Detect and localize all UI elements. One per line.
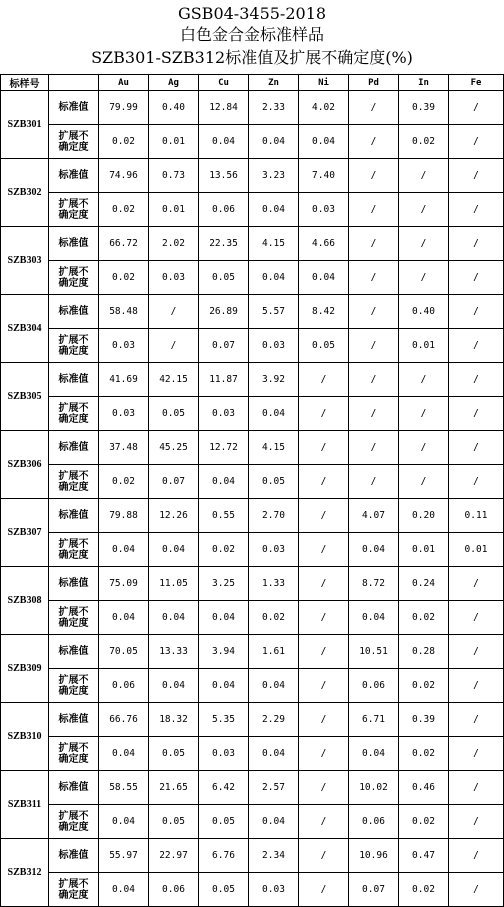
column-header-ni: Ni [299,75,349,91]
uncertainty-value-cell: 0.02 [99,193,149,227]
uncertainty-value-cell: / [299,465,349,499]
standard-value-cell: 4.02 [299,91,349,125]
uncertainty-value-cell: / [449,193,504,227]
uncertainty-label [49,329,99,363]
standard-value-cell: / [349,363,399,397]
table-row [1,295,504,329]
uncertainty-value-cell: 0.04 [99,601,149,635]
uncertainty-value-cell: / [449,125,504,159]
standard-value-cell: / [399,159,449,193]
uncertainty-value-cell: 0.06 [199,193,249,227]
uncertainty-value-cell: / [449,397,504,431]
sample-id: SZB305 [1,363,49,431]
standard-value-cell: 10.51 [349,635,399,669]
standard-value-cell: 22.35 [199,227,249,261]
standard-value-cell: / [349,295,399,329]
uncertainty-label-line1: 扩展不 [58,878,89,890]
column-header-cu: Cu [199,75,249,91]
standard-value-cell: / [349,227,399,261]
uncertainty-label [49,261,99,295]
standard-value-cell: / [399,227,449,261]
column-header-in: In [399,75,449,91]
standard-value-cell: / [299,771,349,805]
standard-code: GSB04-3455-2018 [177,4,327,23]
uncertainty-value-cell: / [349,329,399,363]
uncertainty-value-cell: / [299,601,349,635]
standard-value-cell: 75.09 [99,567,149,601]
uncertainty-value-cell: / [299,737,349,771]
table-row [1,261,504,295]
uncertainty-value-cell: 0.04 [199,601,249,635]
standard-value-cell: 42.15 [149,363,199,397]
uncertainty-label-line2: 确定度 [58,549,89,561]
standard-value-cell: 11.05 [149,567,199,601]
standard-value-cell: 11.87 [199,363,249,397]
uncertainty-value-cell: 0.06 [149,873,199,907]
standard-value-label: 标准值 [49,227,99,261]
standard-value-cell: 10.02 [349,771,399,805]
uncertainty-label-line1: 扩展不 [58,810,89,822]
standard-value-cell: 6.71 [349,703,399,737]
table-row [1,873,504,907]
uncertainty-value-cell: 0.05 [249,465,299,499]
uncertainty-value-cell: 0.04 [249,805,299,839]
uncertainty-value-cell: 0.04 [349,601,399,635]
table-row [1,125,504,159]
standard-value-label: 标准值 [49,295,99,329]
standard-value-cell: / [449,363,504,397]
uncertainty-label [49,601,99,635]
uncertainty-value-cell: 0.02 [399,669,449,703]
standard-value-cell: 0.28 [399,635,449,669]
uncertainty-value-cell: 0.04 [249,193,299,227]
standard-value-cell: / [449,91,504,125]
uncertainty-value-cell: 0.06 [349,669,399,703]
standard-value-cell: 0.46 [399,771,449,805]
sample-id: SZB303 [1,227,49,295]
table-row [1,329,504,363]
table-row [1,91,504,125]
table-row [1,635,504,669]
uncertainty-value-cell: 0.06 [99,669,149,703]
standard-value-cell: 2.29 [249,703,299,737]
column-header-zn: Zn [249,75,299,91]
uncertainty-value-cell: 0.04 [349,533,399,567]
standard-value-cell: 0.39 [399,91,449,125]
uncertainty-label-line2: 确定度 [58,821,89,833]
standard-value-cell: / [449,567,504,601]
standard-value-cell: 12.84 [199,91,249,125]
table-row [1,601,504,635]
standard-value-label: 标准值 [49,703,99,737]
uncertainty-value-cell: 0.03 [199,397,249,431]
sample-id: SZB302 [1,159,49,227]
column-header-pd: Pd [349,75,399,91]
header-row [1,75,504,91]
standard-value-cell: / [299,363,349,397]
standard-value-label: 标准值 [49,431,99,465]
uncertainty-value-cell: 0.02 [399,601,449,635]
uncertainty-value-cell: 0.04 [249,397,299,431]
uncertainty-value-cell: / [299,805,349,839]
standard-value-cell: 0.20 [399,499,449,533]
uncertainty-value-cell: 0.02 [399,737,449,771]
sample-id: SZB308 [1,567,49,635]
uncertainty-value-cell: 0.04 [99,533,149,567]
uncertainty-label-line1: 扩展不 [58,402,89,414]
standard-value-cell: 2.33 [249,91,299,125]
uncertainty-value-cell: 0.04 [299,125,349,159]
uncertainty-value-cell: 0.07 [149,465,199,499]
uncertainty-label-line1: 扩展不 [58,130,89,142]
standard-value-cell: 0.55 [199,499,249,533]
standard-value-cell: 8.72 [349,567,399,601]
sample-id: SZB310 [1,703,49,771]
standard-value-cell: 66.72 [99,227,149,261]
uncertainty-value-cell: 0.04 [99,737,149,771]
standard-value-cell: 18.32 [149,703,199,737]
standard-value-cell: / [149,295,199,329]
uncertainty-value-cell: 0.01 [149,125,199,159]
standard-value-cell: 13.56 [199,159,249,193]
standard-value-cell: / [449,771,504,805]
uncertainty-value-cell: / [299,669,349,703]
standard-value-cell: 1.33 [249,567,299,601]
uncertainty-label-line2: 确定度 [58,209,89,221]
standard-value-cell: 3.23 [249,159,299,193]
uncertainty-label-line2: 确定度 [58,413,89,425]
uncertainty-value-cell: 0.04 [249,125,299,159]
uncertainty-label-line1: 扩展不 [58,470,89,482]
uncertainty-label-line1: 扩展不 [58,606,89,618]
uncertainty-value-cell: / [349,125,399,159]
uncertainty-value-cell: 0.07 [199,329,249,363]
uncertainty-value-cell: / [299,397,349,431]
uncertainty-value-cell: 0.03 [249,873,299,907]
uncertainty-value-cell: 0.04 [199,669,249,703]
standard-value-cell: 58.55 [99,771,149,805]
uncertainty-value-cell: 0.02 [199,533,249,567]
uncertainty-label-line2: 确定度 [58,141,89,153]
standard-value-cell: / [299,567,349,601]
standard-value-cell: 79.99 [99,91,149,125]
standard-value-cell: 13.33 [149,635,199,669]
uncertainty-label [49,805,99,839]
standard-value-cell: 0.39 [399,703,449,737]
uncertainty-value-cell: / [449,465,504,499]
standard-value-cell: / [449,635,504,669]
standard-value-cell: 74.96 [99,159,149,193]
uncertainty-label-line2: 确定度 [58,753,89,765]
uncertainty-value-cell: / [149,329,199,363]
uncertainty-value-cell: 0.04 [199,125,249,159]
uncertainty-value-cell: 0.01 [149,193,199,227]
uncertainty-value-cell: 0.05 [199,261,249,295]
uncertainty-value-cell: 0.02 [99,261,149,295]
uncertainty-value-cell: / [399,465,449,499]
standard-value-cell: 4.07 [349,499,399,533]
document-header [0,0,504,74]
standard-value-cell: 3.25 [199,567,249,601]
uncertainty-value-cell: / [399,261,449,295]
standard-value-cell: / [299,499,349,533]
standard-value-cell: 5.35 [199,703,249,737]
table-row [1,227,504,261]
sample-id: SZB309 [1,635,49,703]
uncertainty-value-cell: 0.03 [99,397,149,431]
standard-value-cell: / [449,839,504,873]
standard-value-cell: 0.40 [399,295,449,329]
uncertainty-value-cell: 0.03 [149,261,199,295]
standard-value-label: 标准值 [49,635,99,669]
uncertainty-value-cell: 0.03 [249,533,299,567]
uncertainty-value-cell: 0.02 [99,465,149,499]
standard-values-table [0,74,504,907]
uncertainty-value-cell: 0.02 [399,125,449,159]
uncertainty-value-cell: / [399,397,449,431]
uncertainty-label [49,737,99,771]
table-row [1,669,504,703]
uncertainty-label [49,533,99,567]
table-header [1,75,504,91]
uncertainty-value-cell: / [349,261,399,295]
standard-value-cell: 22.97 [149,839,199,873]
uncertainty-value-cell: 0.05 [199,805,249,839]
uncertainty-value-cell: 0.03 [199,737,249,771]
uncertainty-value-cell: 0.03 [99,329,149,363]
standard-value-cell: 0.11 [449,499,504,533]
table-row [1,771,504,805]
uncertainty-value-cell: 0.04 [99,873,149,907]
standard-value-cell: 66.76 [99,703,149,737]
uncertainty-value-cell: / [349,193,399,227]
uncertainty-label-line1: 扩展不 [58,538,89,550]
standard-value-cell: 8.42 [299,295,349,329]
uncertainty-value-cell: 0.04 [99,805,149,839]
standard-value-cell: 7.40 [299,159,349,193]
sample-id: SZB312 [1,839,49,907]
standard-value-cell: / [449,227,504,261]
uncertainty-value-cell: / [449,737,504,771]
standard-value-cell: 21.65 [149,771,199,805]
standard-value-cell: 2.34 [249,839,299,873]
uncertainty-label-line1: 扩展不 [58,674,89,686]
standard-value-label: 标准值 [49,363,99,397]
uncertainty-value-cell: 0.04 [349,737,399,771]
standard-value-label: 标准值 [49,159,99,193]
uncertainty-value-cell: 0.03 [249,329,299,363]
standard-value-cell: / [449,295,504,329]
standard-value-cell: 12.72 [199,431,249,465]
standard-value-cell: / [349,431,399,465]
standard-value-cell: 41.69 [99,363,149,397]
uncertainty-label [49,397,99,431]
uncertainty-value-cell: 0.02 [399,873,449,907]
standard-value-cell: 3.92 [249,363,299,397]
uncertainty-label-line2: 确定度 [58,277,89,289]
document-title: 白色金合金标准样品 [179,25,324,44]
uncertainty-value-cell: 0.01 [399,329,449,363]
standard-value-cell: 45.25 [149,431,199,465]
standard-value-cell: / [299,839,349,873]
sample-id: SZB304 [1,295,49,363]
table-row [1,431,504,465]
uncertainty-value-cell: 0.04 [149,669,199,703]
uncertainty-value-cell: 0.07 [349,873,399,907]
table-row [1,193,504,227]
uncertainty-value-cell: 0.05 [149,397,199,431]
standard-value-cell: 70.05 [99,635,149,669]
table-row [1,703,504,737]
uncertainty-label-line2: 确定度 [58,481,89,493]
standard-value-cell: 2.02 [149,227,199,261]
standard-value-cell: 58.48 [99,295,149,329]
standard-value-cell: 26.89 [199,295,249,329]
uncertainty-label-line1: 扩展不 [58,266,89,278]
uncertainty-value-cell: 0.01 [449,533,504,567]
uncertainty-value-cell: 0.01 [399,533,449,567]
standard-value-cell: 3.94 [199,635,249,669]
uncertainty-label-line2: 确定度 [58,685,89,697]
table-row [1,397,504,431]
standard-value-cell: 37.48 [99,431,149,465]
uncertainty-value-cell: 0.04 [149,601,199,635]
uncertainty-value-cell: / [299,873,349,907]
standard-value-cell: 0.40 [149,91,199,125]
standard-value-cell: 1.61 [249,635,299,669]
table-row [1,159,504,193]
standard-value-cell: / [299,635,349,669]
uncertainty-value-cell: / [449,601,504,635]
standard-value-cell: / [399,363,449,397]
standard-value-label: 标准值 [49,499,99,533]
uncertainty-value-cell: 0.05 [199,873,249,907]
column-header-ag: Ag [149,75,199,91]
standard-value-cell: / [449,703,504,737]
uncertainty-value-cell: 0.04 [249,669,299,703]
standard-value-label: 标准值 [49,567,99,601]
uncertainty-label [49,669,99,703]
uncertainty-label [49,193,99,227]
uncertainty-label-line2: 确定度 [58,345,89,357]
uncertainty-value-cell: 0.05 [149,805,199,839]
standard-value-label: 标准值 [49,91,99,125]
standard-value-cell: 2.57 [249,771,299,805]
row-label-header [49,75,99,91]
standard-value-cell: / [349,91,399,125]
standard-value-cell: 0.47 [399,839,449,873]
column-header-fe: Fe [449,75,504,91]
sample-id: SZB306 [1,431,49,499]
standard-value-cell: / [399,431,449,465]
uncertainty-label-line2: 确定度 [58,617,89,629]
standard-value-cell: / [299,703,349,737]
standard-value-cell: 0.73 [149,159,199,193]
table-row [1,567,504,601]
sample-id: SZB307 [1,499,49,567]
table-row [1,805,504,839]
table-row [1,499,504,533]
sample-id: SZB301 [1,91,49,159]
uncertainty-value-cell: / [449,261,504,295]
uncertainty-label [49,873,99,907]
table-row [1,363,504,397]
standard-value-cell: 4.15 [249,431,299,465]
standard-value-cell: / [299,431,349,465]
uncertainty-value-cell: / [299,533,349,567]
uncertainty-value-cell: 0.02 [249,601,299,635]
uncertainty-value-cell: / [449,805,504,839]
standard-value-cell: 5.57 [249,295,299,329]
table-row [1,465,504,499]
uncertainty-label [49,465,99,499]
uncertainty-value-cell: 0.04 [249,261,299,295]
standard-value-cell: 55.97 [99,839,149,873]
uncertainty-value-cell: 0.04 [249,737,299,771]
uncertainty-value-cell: / [449,873,504,907]
uncertainty-value-cell: 0.04 [299,261,349,295]
uncertainty-label-line1: 扩展不 [58,334,89,346]
uncertainty-value-cell: 0.04 [199,465,249,499]
standard-value-cell: 4.66 [299,227,349,261]
standard-value-cell: / [449,159,504,193]
table-row [1,533,504,567]
uncertainty-value-cell: 0.05 [149,737,199,771]
document-subtitle: SZB301-SZB312标准值及扩展不确定度(%) [91,48,413,67]
table-row [1,839,504,873]
standard-value-label: 标准值 [49,771,99,805]
standard-value-cell: 79.88 [99,499,149,533]
standard-value-cell: / [349,159,399,193]
standard-value-cell: 6.76 [199,839,249,873]
standard-value-cell: 10.96 [349,839,399,873]
column-header-au: Au [99,75,149,91]
uncertainty-label [49,125,99,159]
table-body [1,91,504,907]
uncertainty-value-cell: / [449,669,504,703]
uncertainty-value-cell: / [449,329,504,363]
corner-label: 标样号 [1,75,49,91]
standard-value-cell: 12.26 [149,499,199,533]
uncertainty-label-line1: 扩展不 [58,742,89,754]
uncertainty-value-cell: 0.04 [149,533,199,567]
uncertainty-value-cell: / [349,397,399,431]
uncertainty-value-cell: / [349,465,399,499]
sample-id: SZB311 [1,771,49,839]
uncertainty-value-cell: 0.06 [349,805,399,839]
uncertainty-value-cell: 0.05 [299,329,349,363]
standard-value-cell: 0.24 [399,567,449,601]
standard-value-cell: / [449,431,504,465]
standard-value-cell: 6.42 [199,771,249,805]
standard-value-cell: 4.15 [249,227,299,261]
uncertainty-value-cell: 0.02 [399,805,449,839]
uncertainty-label-line2: 确定度 [58,889,89,901]
standard-value-cell: 2.70 [249,499,299,533]
uncertainty-value-cell: 0.03 [299,193,349,227]
uncertainty-value-cell: / [399,193,449,227]
standard-value-label: 标准值 [49,839,99,873]
table-row [1,737,504,771]
uncertainty-value-cell: 0.02 [99,125,149,159]
uncertainty-label-line1: 扩展不 [58,198,89,210]
